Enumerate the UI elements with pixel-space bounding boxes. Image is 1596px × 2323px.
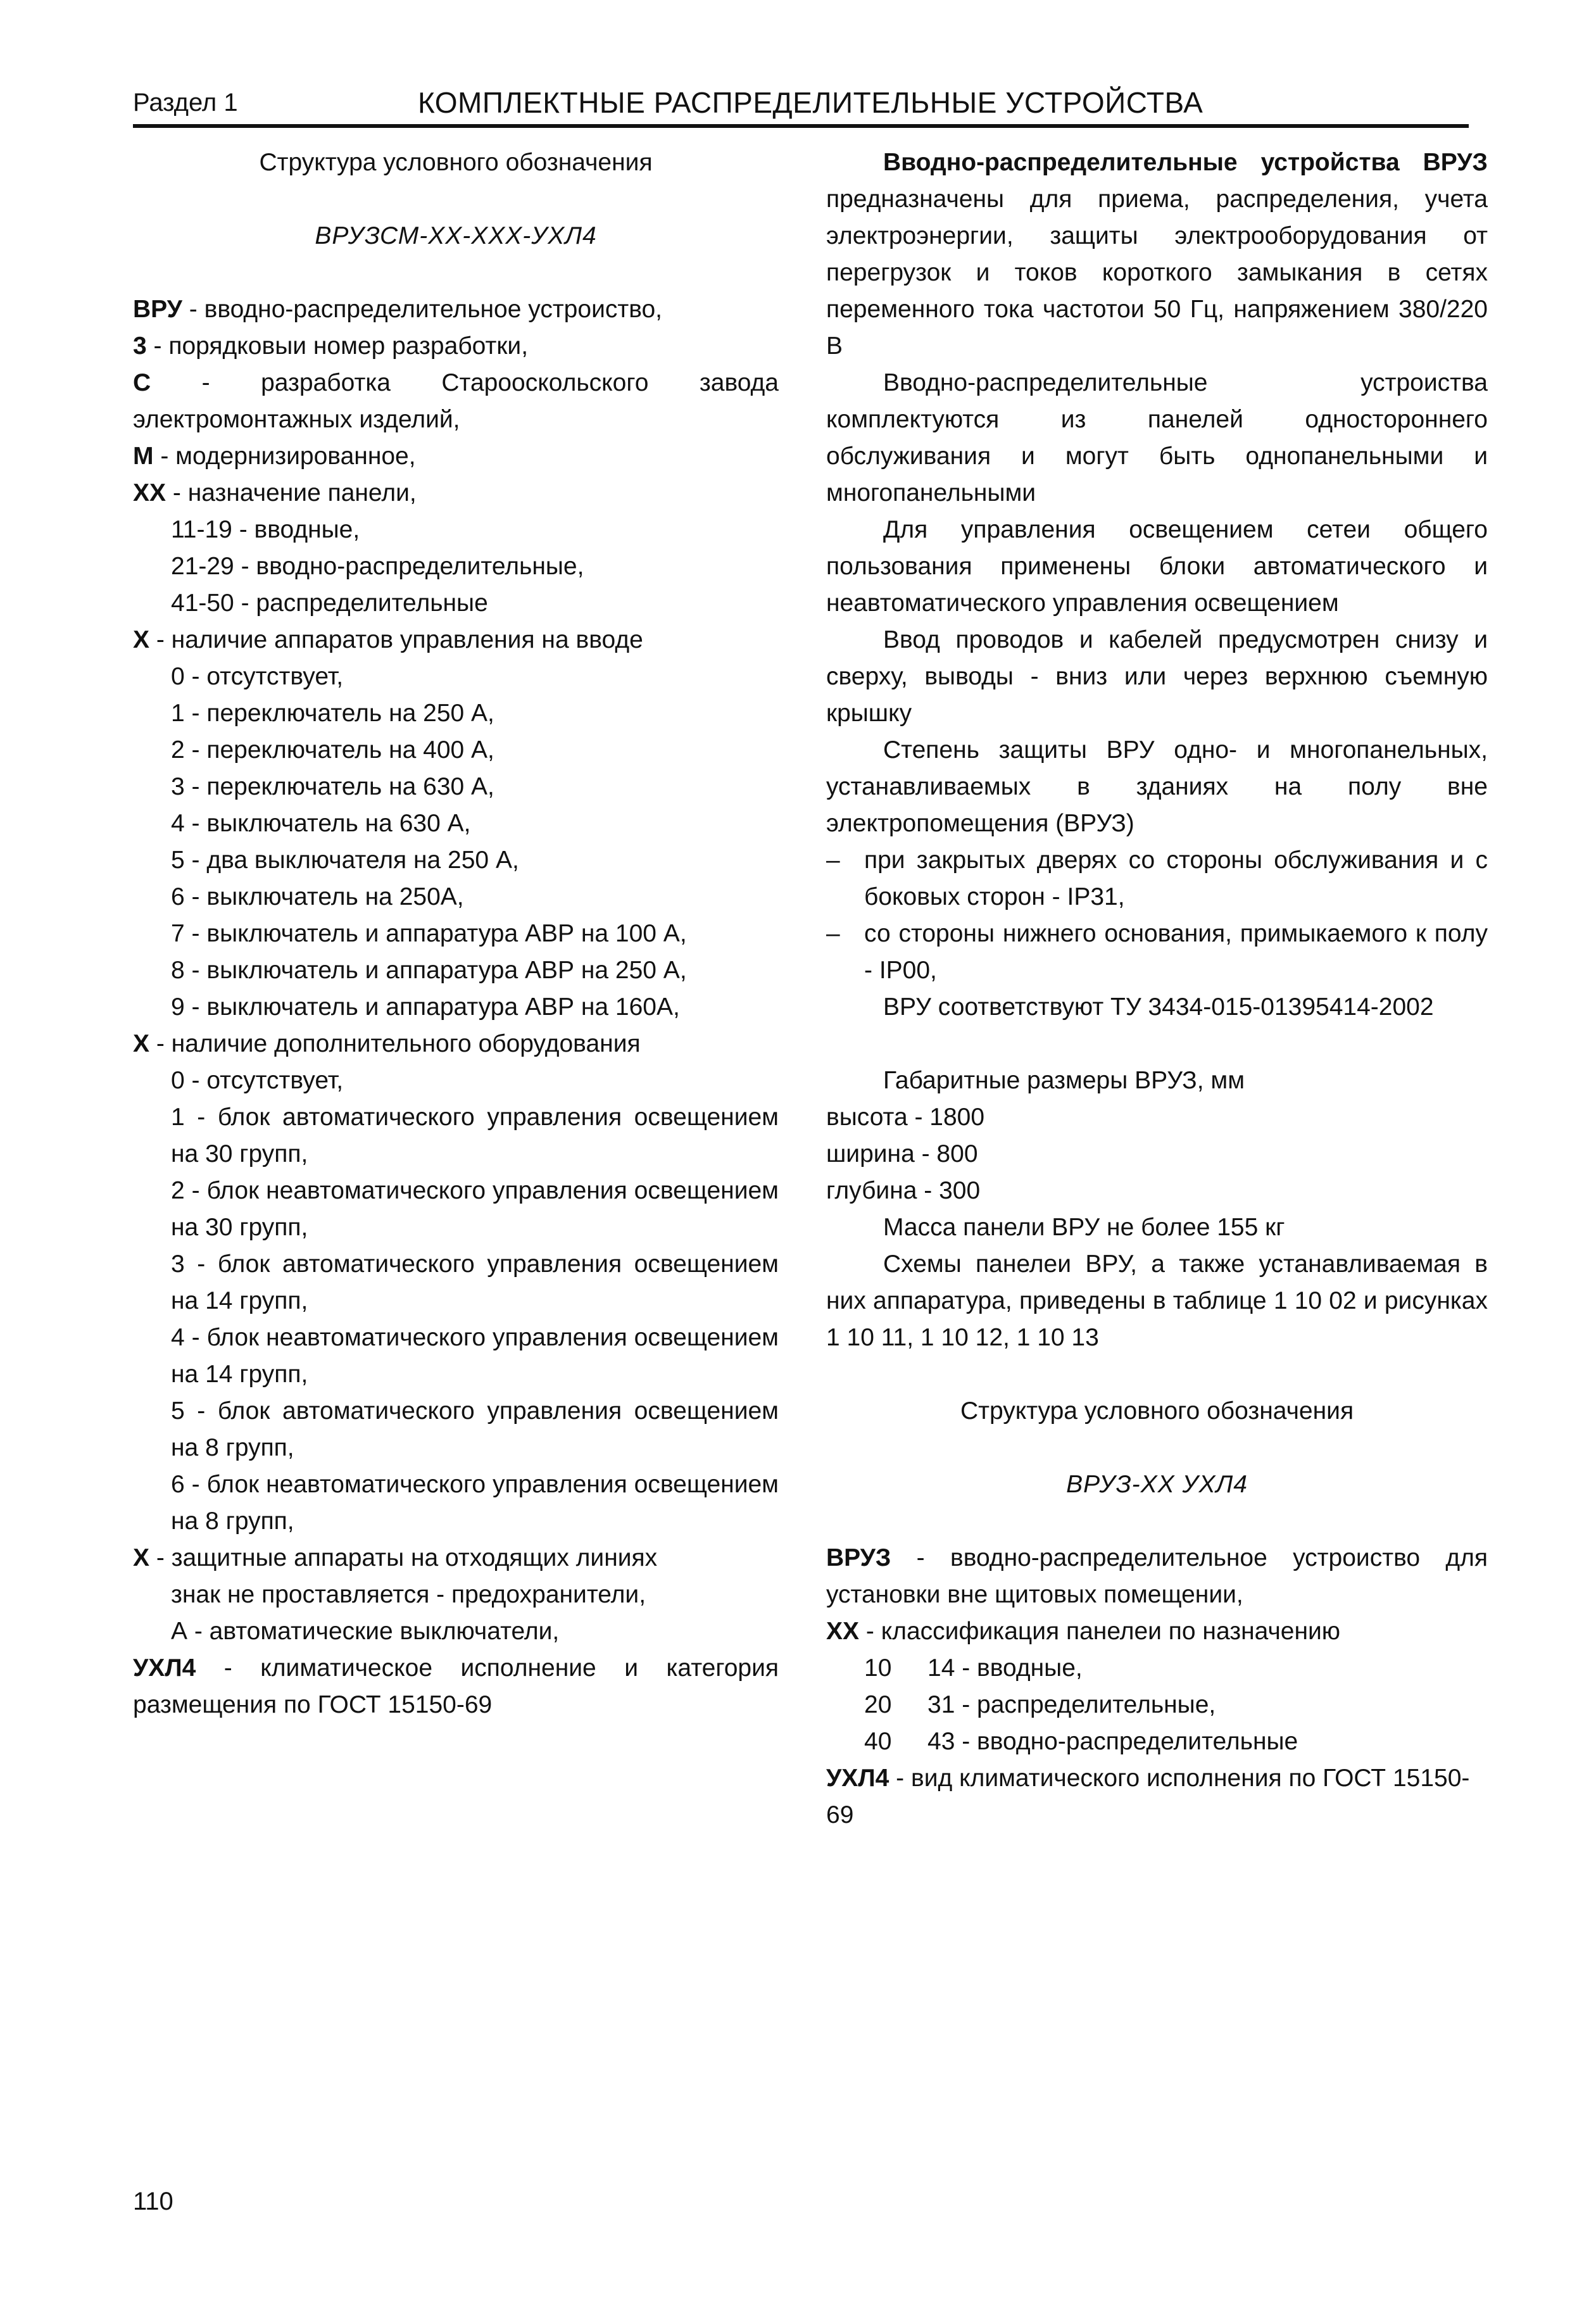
extra-equipment-option: 4 - блок неавтоматического управления освещением на 14 групп,	[171, 1324, 779, 1388]
header-divider	[133, 124, 1469, 128]
input-device-option: 9 - выключатель и аппаратура АВР на 160А,	[171, 993, 680, 1021]
paragraph: Степень защиты ВРУ одно- и многопанельных, устанавливаемых в зданиях на полу вне электропомещения (ВРУЗ)	[826, 736, 1488, 837]
extra-equipment-option: 0 - отсутствует,	[171, 1067, 344, 1094]
structure-title-left: Структура условного обозначения	[259, 149, 653, 176]
purpose-option: 41-50 - распределительные	[171, 589, 488, 617]
extra-equipment-option: 3 - блок автоматического управления освещением на 14 групп,	[171, 1250, 779, 1314]
bullet-item: – со стороны нижнего основания, примыкаемого к полу - IP00,	[826, 920, 1488, 984]
intro-paragraph: Вводно-распределительные устройства ВРУЗ предназначены для приема, распределения, учета электроэнергии, защиты электрооборудования от перегрузок и токов короткого замыкания в сетях переменного тока частотои 50 Гц, напряжением 380/220 В	[826, 149, 1488, 360]
legend-item: С - разработка Старооскольского завода электромонтажных изделий,	[133, 369, 779, 433]
paragraph: Ввод проводов и кабелей предусмотрен снизу и сверху, выводы - вниз или через верхнюю съемную крышку	[826, 626, 1488, 727]
dimension-row: высота - 1800	[826, 1104, 985, 1131]
classification-row: 20 31 - распределительные,	[864, 1691, 1216, 1718]
panel-mass: Масса панели ВРУ не более 155 кг	[883, 1214, 1285, 1241]
designation-code-right: ВРУЗ-ХХ УХЛ4	[1066, 1471, 1248, 1498]
left-column	[133, 144, 779, 1723]
right-column	[826, 144, 1488, 1834]
paragraph: Вводно-распределительные устроиства комплектуются из панелей одностороннего обслуживания и могут быть однопанельными и многопанельными	[826, 369, 1488, 507]
legend-item: Х - наличие аппаратов управления на вводе	[133, 626, 643, 653]
section-label: Раздел 1	[133, 89, 238, 116]
legend-item: УХЛ4 - климатическое исполнение и категория размещения по ГОСТ 15150-69	[133, 1654, 779, 1718]
dimension-row: глубина - 300	[826, 1177, 981, 1204]
input-device-option: 6 - выключатель на 250А,	[171, 883, 464, 910]
dimensions-title: Габаритные размеры ВРУЗ, мм	[883, 1067, 1245, 1094]
protection-option: А - автоматические выключатели,	[171, 1618, 560, 1645]
spacer	[826, 1026, 1488, 1062]
designation-code-left: ВРУЗСМ-ХХ-ХХХ-УХЛ4	[315, 222, 597, 249]
spacer	[133, 181, 779, 218]
legend-item: ХХ - назначение панели,	[133, 479, 417, 507]
purpose-option: 21-29 - вводно-распределительные,	[171, 553, 584, 580]
bullet-item: – при закрытых дверях со стороны обслуживания и с боковых сторон - IP31,	[826, 847, 1488, 910]
extra-equipment-option: 6 - блок неавтоматического управления освещением на 8 групп,	[171, 1471, 779, 1535]
schemes-paragraph: Схемы панелеи ВРУ, а также устанавливаемая в них аппаратура, приведены в таблице 1 10 02 и рисунках 1 10 11, 1 10 12, 1 10 13	[826, 1250, 1488, 1351]
classification-row: 40 43 - вводно-распределительные	[864, 1728, 1298, 1755]
legend-item: М - модернизированное,	[133, 443, 416, 470]
input-device-option: 0 - отсутствует,	[171, 663, 344, 690]
input-device-option: 4 - выключатель на 630 А,	[171, 810, 471, 837]
legend-item: ВРУ - вводно-распределительное устроиство,	[133, 296, 663, 323]
extra-equipment-option: 1 - блок автоматического управления освещением на 30 групп,	[171, 1104, 779, 1168]
legend-item: ВРУЗ - вводно-распределительное устроиство для установки вне щитовых помещении,	[826, 1544, 1488, 1608]
spacer	[133, 255, 779, 291]
dimension-row: ширина - 800	[826, 1140, 978, 1168]
classification-row: 10 14 - вводные,	[864, 1654, 1083, 1682]
input-device-option: 5 - два выключателя на 250 А,	[171, 847, 519, 874]
protection-option: знак не проставляется - предохранители,	[171, 1581, 646, 1608]
spacer	[826, 1503, 1488, 1540]
extra-equipment-option: 5 - блок автоматического управления освещением на 8 групп,	[171, 1397, 779, 1461]
paragraph: Для управления освещением сетеи общего пользования применены блоки автоматического и неавтоматического управления освещением	[826, 516, 1488, 617]
spacer	[826, 1430, 1488, 1466]
legend-item: УХЛ4 - вид климатического исполнения по ГОСТ 15150-69	[826, 1765, 1470, 1829]
input-device-option: 7 - выключатель и аппаратура АВР на 100 А,	[171, 920, 687, 947]
structure-title-right: Структура условного обозначения	[960, 1397, 1354, 1425]
legend-item: Х - наличие дополнительного оборудования	[133, 1030, 641, 1057]
tu-compliance: ВРУ соответствуют ТУ 3434-015-01395414-2002	[883, 993, 1434, 1021]
extra-equipment-option: 2 - блок неавтоматического управления освещением на 30 групп,	[171, 1177, 779, 1241]
input-device-option: 2 - переключатель на 400 А,	[171, 736, 494, 764]
page-header-title: КОМПЛЕКТНЫЕ РАСПРЕДЕЛИТЕЛЬНЫЕ УСТРОЙСТВА	[418, 86, 1203, 119]
legend-item: 3 - порядковыи номер разработки,	[133, 332, 529, 360]
input-device-option: 3 - переключатель на 630 А,	[171, 773, 494, 800]
legend-item: Х - защитные аппараты на отходящих линиях	[133, 1544, 658, 1571]
input-device-option: 8 - выключатель и аппаратура АВР на 250 А,	[171, 957, 687, 984]
purpose-option: 11-19 - вводные,	[171, 516, 360, 543]
spacer	[826, 1356, 1488, 1393]
legend-item: ХХ - классификация панелеи по назначению	[826, 1618, 1341, 1645]
input-device-option: 1 - переключатель на 250 А,	[171, 700, 494, 727]
page-number: 110	[133, 2188, 173, 2215]
